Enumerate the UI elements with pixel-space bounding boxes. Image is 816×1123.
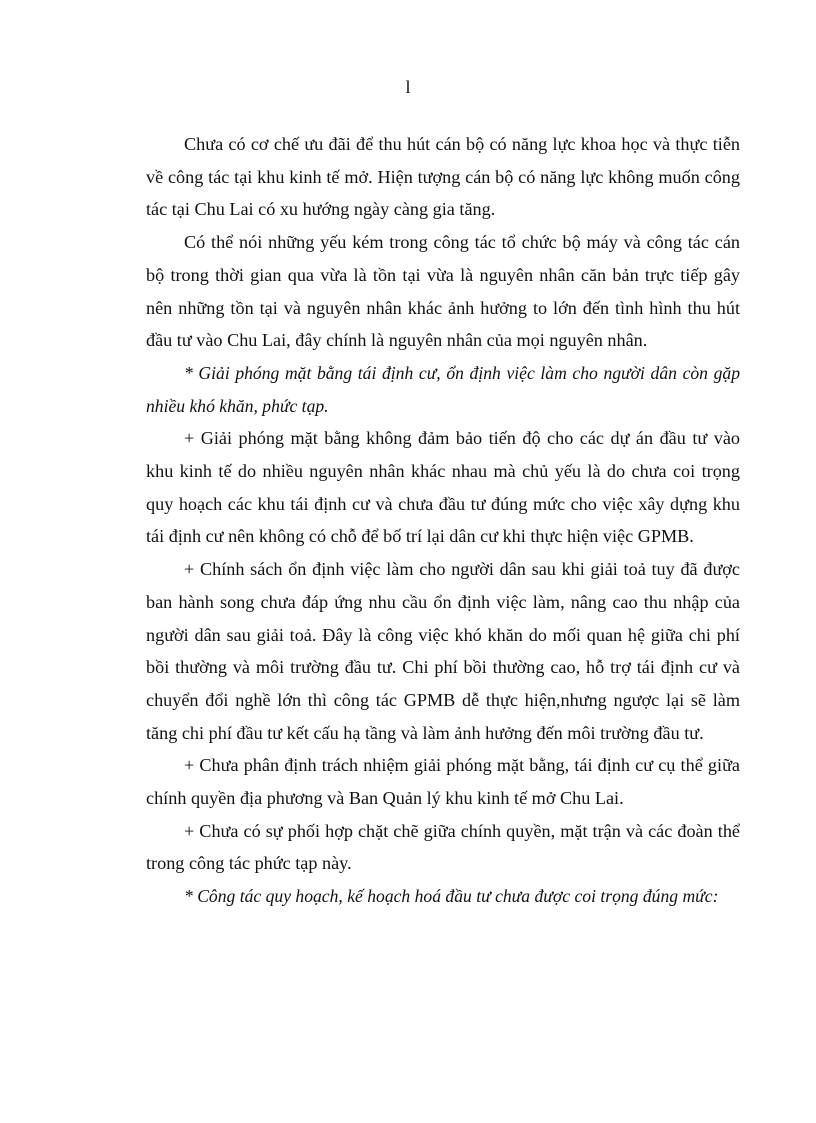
document-body [146,128,740,913]
paragraph-site-clearance-progress: + Giải phóng mặt bằng không đảm bảo tiến độ cho các dự án đầu tư vào khu kinh tế do nhiều nguyên nhân khác nhau mà chủ yếu là do chưa coi trọng quy hoạch các khu tái định cư và chưa đầu tư đúng mức cho việc xây dựng khu tái định cư nên không có chỗ để bố trí lại dân cư khi thực hiện việc GPMB. [146,428,740,547]
section-heading-planning: * Công tác quy hoạch, kế hoạch hoá đầu tư chưa được coi trọng đúng mức: [184,886,719,907]
paragraph-coordination: + Chưa có sự phối hợp chặt chẽ giữa chính quyền, mặt trận và các đoàn thể trong công tác phức tạp này. [146,820,740,874]
paragraph-employment-policy: + Chính sách ổn định việc làm cho người dân sau khi giải toả tuy đã được ban hành song chưa đáp ứng nhu cầu ổn định việc làm, nâng cao thu nhập của người dân sau giải toả. Đây là công việc khó khăn do mối quan hệ giữa chi phí bồi thường và môi trường đầu tư. Chi phí bồi thường cao, hỗ trợ tái định cư và chuyển đổi nghề lớn thì công tác GPMB dễ thực hiện,nhưng ngược lại sẽ làm tăng chi phí đầu tư kết cấu hạ tầng và làm ảnh hưởng đến môi trường đầu tư. [146,559,740,743]
paragraph-staff-incentives: Chưa có cơ chế ưu đãi để thu hút cán bộ có năng lực khoa học và thực tiễn về công tác tại khu kinh tế mở. Hiện tượng cán bộ có năng lực không muốn công tác tại Chu Lai có xu hướng ngày càng gia tăng. [146,134,740,220]
paragraph-organizational-weakness: Có thể nói những yếu kém trong công tác tổ chức bộ máy và công tác cán bộ trong thời gian qua vừa là tồn tại vừa là nguyên nhân căn bản trực tiếp gây nên những tồn tại và nguyên nhân khác ảnh hưởng to lớn đến tình hình thu hút đầu tư vào Chu Lai, đây chính là nguyên nhân của mọi nguyên nhân. [146,232,740,351]
section-heading-site-clearance: * Giải phóng mặt bằng tái định cư, ổn định việc làm cho người dân còn gặp nhiều khó khăn, phức tạp. [146,362,740,416]
page-number: l [405,77,411,97]
paragraph-responsibility-division: + Chưa phân định trách nhiệm giải phóng mặt bằng, tái định cư cụ thể giữa chính quyền địa phương và Ban Quản lý khu kinh tế mở Chu Lai. [146,755,740,809]
